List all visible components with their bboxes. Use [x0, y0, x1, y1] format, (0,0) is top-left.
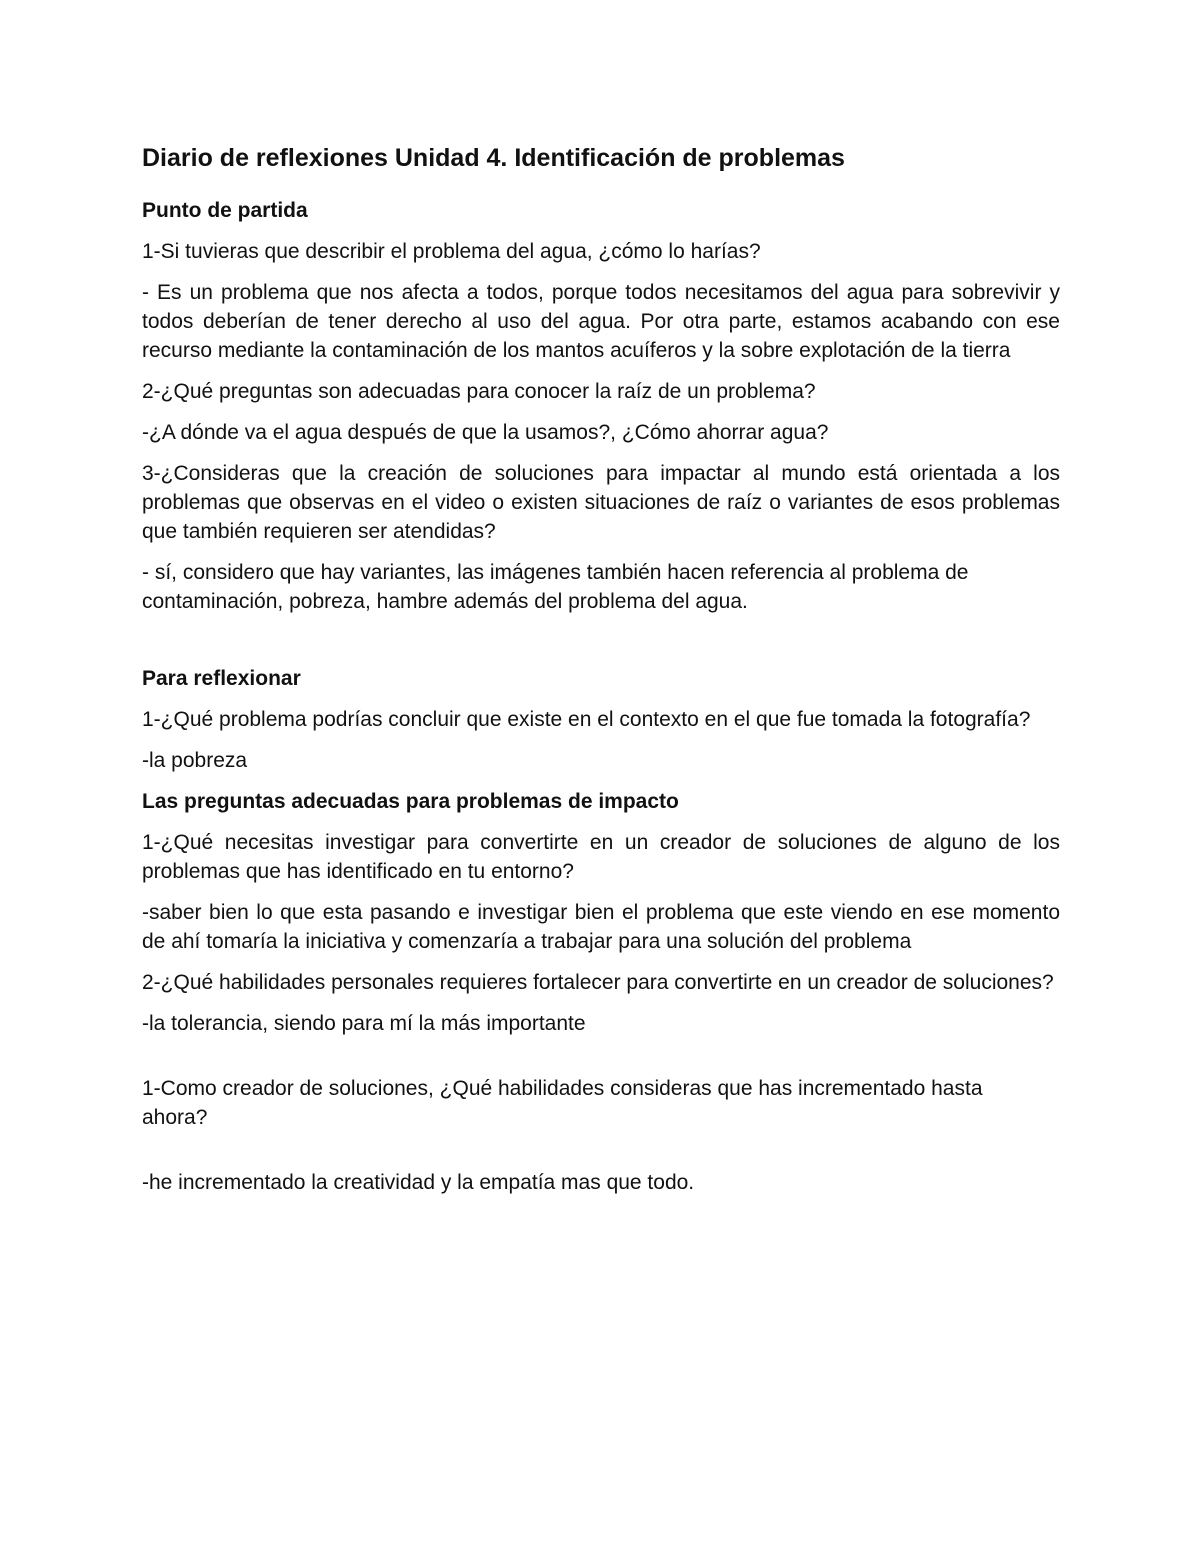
impacto-answer-1: -saber bien lo que esta pasando e investigar bien el problema que este viendo en ese momento de ahí tomaría la iniciativa y comenzaría a trabajar para una solución del problema [142, 901, 1060, 953]
document-title: Diario de reflexiones Unidad 4. Identificación de problemas [142, 144, 845, 172]
document-page [142, 138, 1060, 1209]
answer-2: -¿A dónde va el agua después de que la usamos?, ¿Cómo ahorrar agua? [142, 421, 829, 444]
final-answer-1: -he incrementado la creatividad y la empatía mas que todo. [142, 1171, 695, 1194]
section-heading-punto-de-partida: Punto de partida [142, 199, 308, 222]
final-question-1: 1-Como creador de soluciones, ¿Qué habilidades consideras que has incrementado hasta ahora? [142, 1077, 983, 1129]
answer-1: - Es un problema que nos afecta a todos, porque todos necesitamos del agua para sobrevivir y todos deberían de tener derecho al uso del agua. Por otra parte, estamos acabando con ese recurso mediante la contaminación de los mantos acuíferos y la sobre explotación de la tierra [142, 281, 1060, 362]
question-1: 1-Si tuvieras que describir el problema del agua, ¿cómo lo harías? [142, 240, 761, 263]
section-heading-preguntas-adecuadas: Las preguntas adecuadas para problemas de impacto [142, 790, 679, 813]
question-2: 2-¿Qué preguntas son adecuadas para conocer la raíz de un problema? [142, 380, 816, 403]
answer-3: - sí, considero que hay variantes, las imágenes también hacen referencia al problema de contaminación, pobreza, hambre además del problema del agua. [142, 561, 969, 613]
reflexionar-question-1: 1-¿Qué problema podrías concluir que existe en el contexto en el que fue tomada la fotografía? [142, 708, 1031, 731]
impacto-answer-2: -la tolerancia, siendo para mí la más importante [142, 1012, 586, 1035]
question-3: 3-¿Consideras que la creación de soluciones para impactar al mundo está orientada a los problemas que observas en el video o existen situaciones de raíz o variantes de esos problemas que también requieren ser atendidas? [142, 462, 1060, 543]
section-heading-para-reflexionar: Para reflexionar [142, 667, 301, 690]
reflexionar-answer-1: -la pobreza [142, 749, 248, 772]
impacto-question-1: 1-¿Qué necesitas investigar para convertirte en un creador de soluciones de alguno de los problemas que has identificado en tu entorno? [142, 831, 1060, 883]
impacto-question-2: 2-¿Qué habilidades personales requieres fortalecer para convertirte en un creador de soluciones? [142, 971, 1054, 994]
